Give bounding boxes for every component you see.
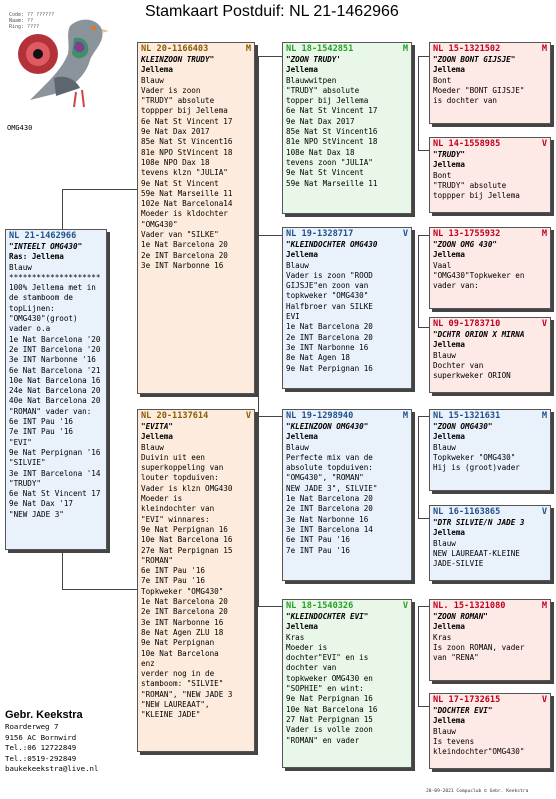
card-line: Halfbroer van SILKE (286, 301, 373, 311)
card-line: Bont (433, 170, 452, 180)
pigeon-card-father[interactable] (137, 42, 255, 394)
card-line: Perfecte mix van de (286, 452, 373, 462)
card-line: topLijnen: (9, 303, 55, 313)
breeder-name: Jellema (433, 340, 466, 350)
card-line: 2e INT Barcelona 20 (286, 504, 373, 514)
card-line: 2e INT Barcelona '20 (9, 344, 101, 354)
breeder-name: Jellema (286, 250, 319, 260)
card-line: 6e INT Pau '16 (9, 417, 74, 427)
card-line: dochter"EVI" en is (286, 653, 369, 663)
card-line: superkoppeling van (141, 463, 224, 473)
card-line: 102e Nat Barcelona14 (141, 199, 233, 209)
card-header (286, 411, 408, 422)
tree-connector (418, 235, 419, 327)
tree-connector (62, 189, 137, 190)
card-line: is dochter van (433, 96, 498, 106)
card-line: vader van: (433, 281, 479, 291)
pigeon-card-fff[interactable] (429, 42, 551, 124)
card-line: "OMG430"Topkweker en (433, 270, 525, 280)
card-line: 6e Nat Barcelona '21 (9, 365, 101, 375)
card-line: Blauw (141, 442, 164, 452)
ring-number: NL 09-1783710 (433, 319, 501, 329)
card-line: topper bij Jellema (286, 96, 369, 106)
card-line: Kras (286, 632, 305, 642)
ring-number: NL 20-1166403 (141, 44, 209, 54)
card-line: "KLEINE JADE" (141, 710, 201, 720)
photo-caption: Code: ?? ?????? Naam: ?? Ring: ???? (9, 12, 55, 30)
pigeon-card-mm[interactable] (282, 599, 412, 768)
card-line: 6e Nat St Vincent 17 (9, 489, 101, 499)
card-line: 81e NPO StVincent 18 (286, 137, 378, 147)
card-line: "SOPHIE" en wint: (286, 684, 364, 694)
breeder-name: Jellema (286, 622, 319, 632)
card-line: 10e Nat Barcelona 16 (141, 535, 233, 545)
ring-number: NL. 15-1321080 (433, 601, 506, 611)
card-line: JADE-SILVIE (433, 559, 484, 569)
card-line: topkweker "OMG430" (286, 291, 369, 301)
card-line: 85e Nat St Vincent16 (141, 137, 233, 147)
breeder-name: Jellema (433, 432, 466, 442)
card-line: 1e Nat Barcelona 20 (141, 240, 228, 250)
card-line: Dochter van (433, 360, 484, 370)
card-line: 6e Nat St Vincent 17 (286, 106, 378, 116)
card-header (286, 44, 408, 55)
ring-number: NL 17-1732615 (433, 695, 501, 705)
card-line: 9e Nat Perpignan 16 (286, 363, 373, 373)
card-line: Blauw (433, 726, 456, 736)
card-line: 10e Nat Barcelona 16 (286, 704, 378, 714)
card-line: NEW JADE 3", SILVIE" (286, 483, 378, 493)
pigeon-name: "KLEINDOCHTER EVI" (286, 612, 369, 621)
card-line: Topkweker "OMG430" (433, 452, 516, 462)
card-line: vader o.a (9, 324, 51, 334)
sex-badge: M (245, 44, 251, 54)
card-line: 3e INT Narbonne 16 (141, 617, 224, 627)
card-line: 2e INT Barcelona 20 (141, 607, 228, 617)
tree-connector (418, 416, 419, 518)
tree-connector (62, 589, 137, 590)
card-line: 2e INT Barcelona 20 (141, 250, 228, 260)
breeder-name: Jellema (433, 622, 466, 632)
card-line: kleindochter van (141, 504, 215, 514)
pigeon-card-ff[interactable] (282, 42, 412, 214)
card-line: 27 Nat Perpignan 15 (286, 714, 373, 724)
card-line: EVI (286, 312, 300, 322)
card-line: Blauwwitpen (286, 75, 337, 85)
pigeon-name: "DCHTR ORION X MIRNA (433, 330, 525, 339)
ring-number: NL 21-1462966 (9, 231, 77, 241)
card-line: 6e INT Pau '16 (141, 566, 206, 576)
card-line: "OMG430" (141, 219, 178, 229)
card-line: 81e NPO StVincent 18 (141, 147, 233, 157)
breeder-name: Jellema (141, 65, 174, 75)
owner-email: baukekeekstra@live.nl (5, 764, 99, 773)
card-line: 10e Nat Barcelona 16 (9, 375, 101, 385)
pigeon-card-mmm[interactable] (429, 693, 551, 769)
sex-badge: V (245, 411, 251, 421)
owner-address: Roarderweg 7 (5, 722, 59, 731)
card-line: Vader is klzn OMG430 (141, 483, 233, 493)
card-line: 3e INT Narbonne '16 (9, 355, 96, 365)
card-line: "TRUDY" absolute (286, 85, 360, 95)
card-line: louter topduiven: (141, 473, 219, 483)
card-line: Moeder is (141, 494, 183, 504)
card-line: Blauw (433, 442, 456, 452)
pigeon-name: "EVITA" (141, 422, 174, 431)
sex-badge: V (402, 229, 408, 239)
breeder-name: Jellema (433, 250, 466, 260)
tree-connector (418, 56, 429, 57)
card-line: Vader is zoon (141, 85, 201, 95)
breeder-name: Jellema (141, 432, 174, 442)
card-line: 10e Nat Barcelona (141, 648, 219, 658)
card-line: 85e Nat St Vincent16 (286, 127, 378, 137)
breeder-name: Jellema (433, 65, 466, 75)
pigeon-name: "DOCHTER EVI" (433, 706, 493, 715)
card-line: 1e Nat Barcelona 20 (286, 494, 373, 504)
pigeon-card-mmf[interactable] (429, 599, 551, 681)
card-line: 9e Nat Perpignan (141, 638, 215, 648)
sex-badge: M (541, 601, 547, 611)
ring-number: NL 13-1755932 (433, 229, 501, 239)
ring-number: NL 20-1137614 (141, 411, 209, 421)
card-header (433, 229, 547, 240)
tree-connector (418, 150, 429, 151)
card-line: 6e INT Pau '16 (286, 535, 351, 545)
card-line: 6e Nat St Vincent 17 (141, 116, 233, 126)
card-line: "SILVIE" (9, 458, 46, 468)
card-header (433, 319, 547, 330)
ring-number: NL 15-1321502 (433, 44, 501, 54)
ring-number: NL 18-1542851 (286, 44, 354, 54)
card-line: 27e Nat Perpignan 15 (141, 545, 233, 555)
card-line: 8e Nat Agen ZLU 18 (141, 627, 224, 637)
card-line: 1e Nat Barcelona 20 (141, 597, 228, 607)
tree-connector (418, 235, 429, 236)
tree-connector (418, 56, 419, 150)
pigeon-card-ffm[interactable] (429, 137, 551, 213)
card-line: Is tevens (433, 736, 475, 746)
card-line: verder nog in de (141, 669, 215, 679)
card-line: 9e Nat Perpignan 16 (286, 694, 373, 704)
card-line: "NEW JADE 3" (9, 509, 64, 519)
tree-connector (418, 706, 429, 707)
tree-connector (418, 518, 429, 519)
pigeon-name: "ZOON OMG430" (433, 422, 493, 431)
card-line: topkweker OMG430 en (286, 673, 373, 683)
card-line: 8e Nat Agen 18 (286, 353, 351, 363)
card-line: kleindochter"OMG430" (433, 747, 525, 757)
card-line: Blauw (9, 262, 32, 272)
owner-name: Gebr. Keekstra (5, 709, 83, 721)
card-line: Bont (433, 75, 452, 85)
ring-number: NL 18-1540326 (286, 601, 354, 611)
ring-number: NL 19-1298940 (286, 411, 354, 421)
card-line: de stamboom de (9, 293, 74, 303)
card-line: "OMG430", "ROMAN" (286, 473, 364, 483)
pigeon-card-mother[interactable] (137, 409, 255, 752)
breeder-name: Jellema (433, 528, 466, 538)
card-line: 59e Nat Marseille 11 (286, 178, 378, 188)
card-line: NEW LAUREAAT-KLEINE (433, 548, 520, 558)
pigeon-name: "INTEELT OMG430" (9, 242, 83, 251)
pigeon-name: "DTR SILVIE/N JADE 3 (433, 518, 525, 527)
card-header (286, 601, 408, 612)
card-line: Topkweker "OMG430" (141, 586, 224, 596)
pigeon-name: "KLEINDOCHTER OMG430 (286, 240, 378, 249)
card-line: 7e INT Pau '16 (286, 545, 351, 555)
card-line: Vader van "SILKE" (141, 230, 219, 240)
pigeon-card-fmm[interactable] (429, 317, 551, 393)
pigeon-card-mfm[interactable] (429, 505, 551, 581)
sex-badge: M (541, 411, 547, 421)
sex-badge: M (402, 44, 408, 54)
tree-connector (62, 189, 63, 229)
card-line: 9e Nat St Vincent (141, 178, 219, 188)
card-line: "TRUDY" absolute (433, 180, 507, 190)
card-header (433, 44, 547, 55)
card-line: Vader is volle zoon (286, 725, 373, 735)
card-line: 3e Nat Narbonne 16 (286, 514, 369, 524)
card-line: tevens zoon "JULIA" (286, 157, 373, 167)
tree-connector (418, 606, 429, 607)
pigeon-name: "ZOON OMG 430" (433, 240, 498, 249)
card-line: 1e Nat Barcelona 20 (286, 322, 373, 332)
ring-number: NL 19-1328717 (286, 229, 354, 239)
page-title: Stamkaart Postduif: NL 21-1462966 (145, 3, 399, 20)
card-line: "EVI" (9, 437, 32, 447)
card-line: 3e INT Narbonne 16 (141, 260, 224, 270)
card-line: Blauw (286, 442, 309, 452)
card-line: 9e Nat Perpignan '16 (9, 447, 101, 457)
card-line: van "RENA" (433, 653, 479, 663)
card-line: 108e Nat Dax 18 (286, 147, 355, 157)
sex-badge: M (541, 229, 547, 239)
card-line: 108e NPO Dax 18 (141, 157, 210, 167)
pigeon-name: "TRUDY" (433, 150, 466, 159)
card-header (141, 411, 251, 422)
card-line: Blauw (433, 538, 456, 548)
breeder-name: Jellema (433, 160, 466, 170)
card-header (433, 139, 547, 150)
card-line: 3e INT Barcelona '14 (9, 468, 101, 478)
card-line: "NEW LAUREAAT", (141, 700, 210, 710)
card-line: "TRUDY" (9, 478, 42, 488)
card-line: Moeder is kldochter (141, 209, 228, 219)
card-line: ******************** (9, 272, 101, 282)
card-line: "TRUDY" absolute (141, 96, 215, 106)
card-header (433, 411, 547, 422)
card-header (286, 229, 408, 240)
card-line: Blauw (286, 260, 309, 270)
card-line: 7e INT Pau '16 (9, 427, 74, 437)
card-line: superkweker ORION (433, 371, 511, 381)
tree-connector (418, 606, 419, 706)
card-line: Blauw (141, 75, 164, 85)
sex-badge: V (541, 139, 547, 149)
pigeon-name: "KLEINZOON OMG430" (286, 422, 369, 431)
card-line: 9e Nat Perpignan 16 (141, 524, 228, 534)
card-line: dochter van (286, 663, 337, 673)
pigeon-name: "ZOON BONT GIJSJE" (433, 55, 516, 64)
card-line: enz (141, 658, 155, 668)
tree-connector (258, 606, 282, 607)
card-line: Moeder "BONT GIJSJE" (433, 85, 525, 95)
card-line: 9e Nat Dax 2017 (286, 116, 355, 126)
tree-connector (418, 416, 429, 417)
sex-badge: V (541, 507, 547, 517)
card-line: "ROMAN" vader van: (9, 406, 92, 416)
card-line: GIJSJE"en zoon van (286, 281, 369, 291)
card-line: Moeder is (286, 642, 328, 652)
card-line: "ROMAN" (141, 555, 174, 565)
card-line: Vaal (433, 260, 452, 270)
card-line: toppper bij Jellema (433, 191, 520, 201)
card-line: Is zoon ROMAN, vader (433, 642, 525, 652)
card-line: "EVI" winnares: (141, 514, 210, 524)
pigeon-card-mf[interactable] (282, 409, 412, 581)
tree-connector (62, 549, 63, 589)
card-line: 59e Nat Marseille 11 (141, 188, 233, 198)
ring-number: NL 15-1321631 (433, 411, 501, 421)
owner-phone: Tel.:06 12722849 (5, 743, 77, 752)
card-line: 40e Nat Barcelona 20 (9, 396, 101, 406)
card-line: 9e Nat Dax '17 (9, 499, 74, 509)
card-line: 3e INT Narbonne 16 (286, 342, 369, 352)
owner-phone-2: Tel.:0519-292849 (5, 753, 77, 763)
card-line: stamboom: "SILVIE" (141, 679, 224, 689)
card-header (141, 44, 251, 55)
pigeon-name: "ZOON ROMAN" (433, 612, 488, 621)
card-line: "ROMAN" en vader (286, 735, 360, 745)
breeder-name: Jellema (433, 716, 466, 726)
card-line: 24e Nat Barcelona 20 (9, 386, 101, 396)
owner-city: 9156 AC Bornwird (5, 732, 77, 742)
tree-connector (258, 56, 259, 416)
ring-number: NL 14-1558985 (433, 139, 501, 149)
card-line: toppper bij Jellema (141, 106, 228, 116)
tree-connector (258, 235, 282, 236)
card-line: 7e INT Pau '16 (141, 576, 206, 586)
card-header (433, 601, 547, 612)
card-line: "ROMAN", "NEW JADE 3 (141, 689, 233, 699)
pigeon-card-fm[interactable] (282, 227, 412, 389)
pigeon-card-mff[interactable] (429, 409, 551, 491)
sex-badge: M (541, 44, 547, 54)
card-header (433, 695, 547, 706)
ring-number: NL 16-1163865 (433, 507, 501, 517)
breeder-name: Ras: Jellema (9, 252, 64, 262)
breeder-name: Jellema (286, 65, 319, 75)
sex-badge: M (402, 411, 408, 421)
tree-connector (418, 327, 429, 328)
card-line: 1e Nat Barcelona '20 (9, 334, 101, 344)
owner-block (5, 708, 98, 775)
card-line: "OMG430"(groot) (9, 314, 78, 324)
card-header (433, 507, 547, 518)
card-line: tevens klzn "JULIA" (141, 168, 228, 178)
card-line: 3e INT Barcelona 14 (286, 524, 373, 534)
sex-badge: V (402, 601, 408, 611)
pigeon-card-fmf[interactable] (429, 227, 551, 309)
card-line: Blauw (433, 350, 456, 360)
tree-connector (258, 56, 282, 57)
sex-badge: V (541, 695, 547, 705)
card-line: absolute topduiven: (286, 463, 373, 473)
tree-connector (258, 416, 282, 417)
tree-connector (258, 416, 259, 606)
pigeon-name: "ZOON TRUDY' (286, 55, 341, 64)
card-line: 2e INT Barcelona 20 (286, 332, 373, 342)
card-line: 9e Nat Dax 2017 (141, 127, 210, 137)
breeder-name: Jellema (286, 432, 319, 442)
card-line: Hij is (groot)vader (433, 463, 520, 473)
footer-credit: 28-09-2021 Compuclub © Gebr. Keekstra (426, 789, 529, 794)
pigeon-name: KLEINZOON TRUDY" (141, 55, 215, 64)
pigeon-card-subject[interactable] (5, 229, 107, 550)
card-line: Kras (433, 632, 452, 642)
card-header (9, 231, 103, 242)
sex-badge: V (541, 319, 547, 329)
card-line: 100% Jellema met in (9, 283, 96, 293)
card-line: 9e Nat St Vincent (286, 168, 364, 178)
card-line: Vader is zoon "ROOD (286, 270, 373, 280)
pigeon-label: OMG430 (7, 124, 33, 132)
card-line: Duivin uit een (141, 452, 206, 462)
